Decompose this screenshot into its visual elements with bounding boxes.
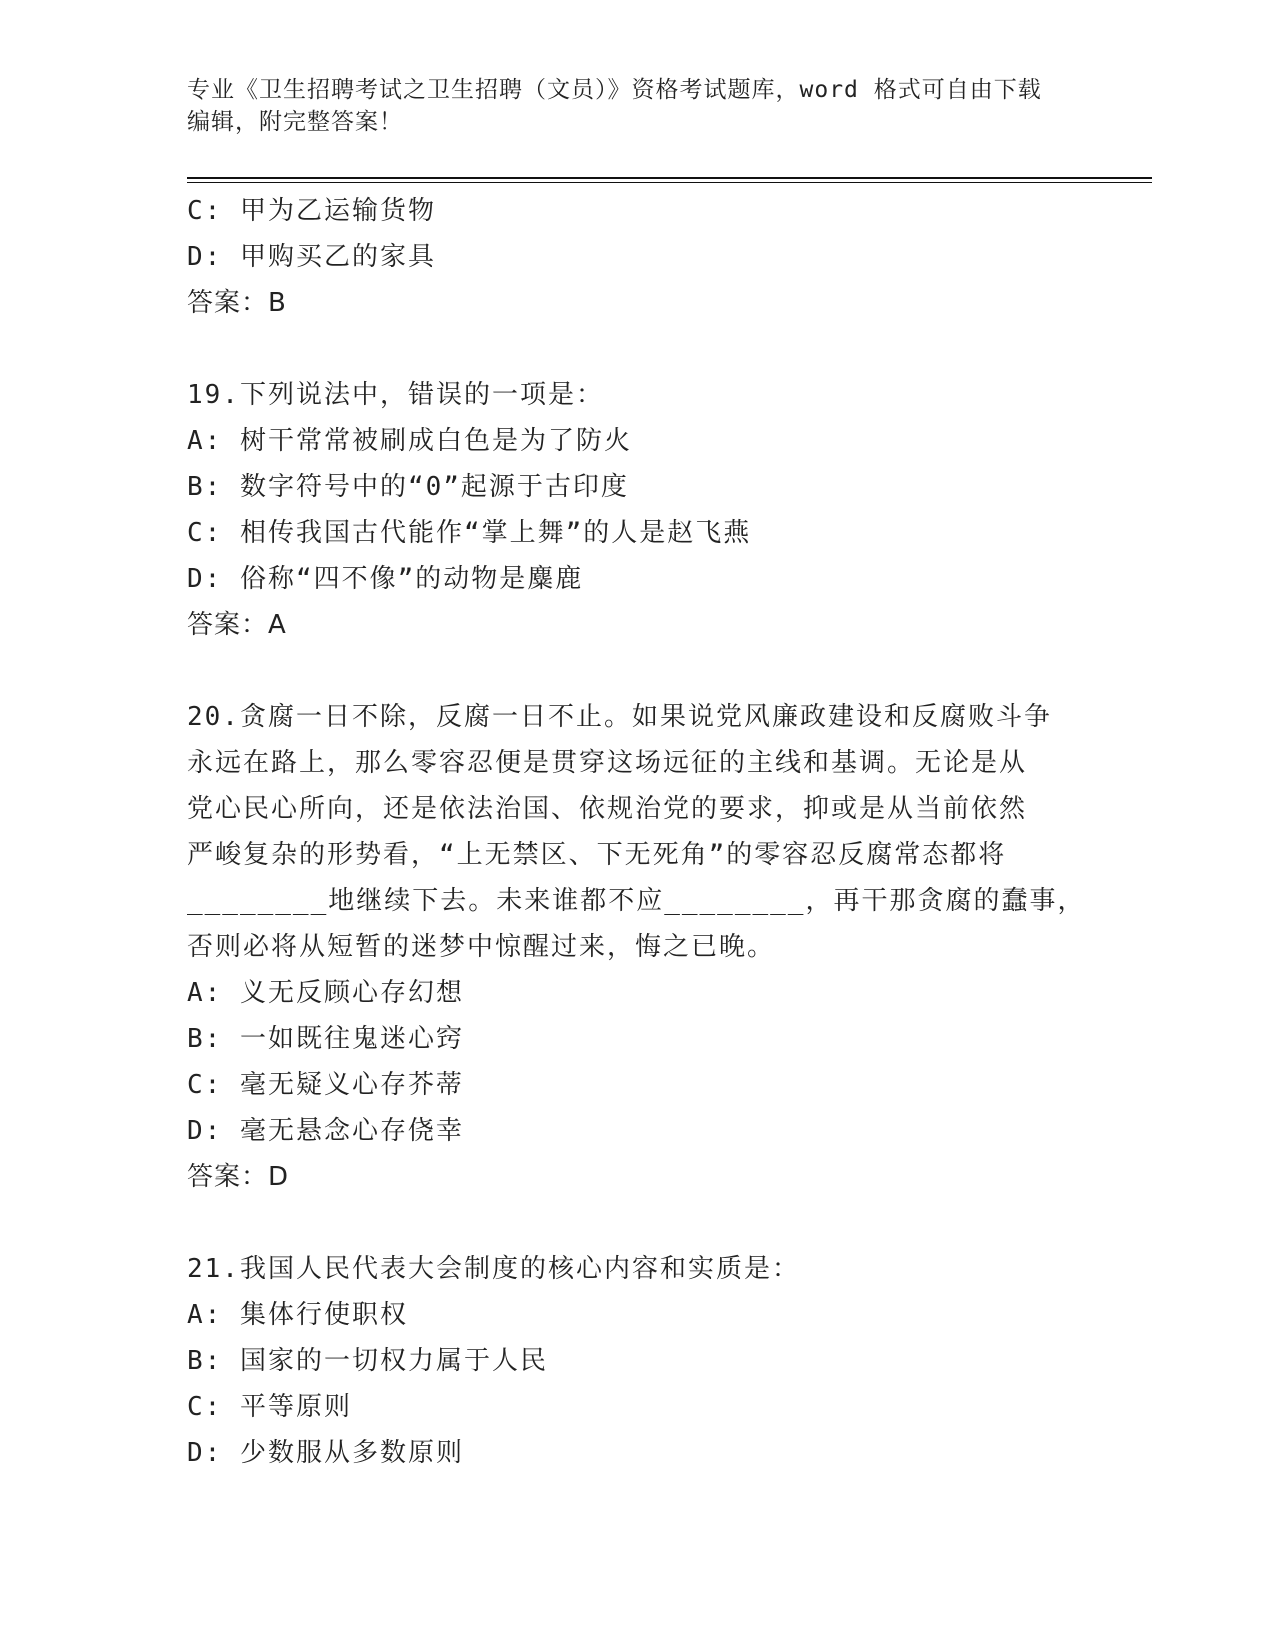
header-line-2: 编辑，附完整答案！ — [187, 109, 403, 135]
q18-option-d: D: 甲购买乙的家具 — [187, 242, 436, 272]
q20-stem-line-4: 严峻复杂的形势看，“上无禁区、下无死角”的零容忍反腐常态都将 — [187, 840, 1007, 870]
q20-option-c: C: 毫无疑义心存芥蒂 — [187, 1070, 464, 1100]
q20-stem-line-3: 党心民心所向，还是依法治国、依规治党的要求，抑或是从当前依然 — [187, 794, 1028, 824]
q19-answer: 答案：A — [187, 610, 287, 640]
q21-stem: 21.我国人民代表大会制度的核心内容和实质是： — [187, 1254, 800, 1284]
q20-stem-line-1: 20.贪腐一日不除，反腐一日不止。如果说党风廉政建设和反腐败斗争 — [187, 702, 1052, 732]
q19-option-b: B: 数字符号中的“0”起源于古印度 — [187, 472, 629, 502]
q20-stem-line-5: ________地继续下去。未来谁都不应________，再干那贪腐的蠢事， — [187, 886, 1086, 916]
q21-option-b: B: 国家的一切权力属于人民 — [187, 1346, 548, 1376]
q20-option-b: B: 一如既往鬼迷心窍 — [187, 1024, 464, 1054]
header-line-1: 专业《卫生招聘考试之卫生招聘（文员）》资格考试题库，word 格式可自由下载 — [187, 77, 1042, 103]
document-body — [187, 188, 1087, 1476]
q21-option-d: D: 少数服从多数原则 — [187, 1438, 464, 1468]
page-header — [187, 74, 1067, 138]
q20-answer: 答案：D — [187, 1162, 290, 1192]
header-rule-thick — [187, 177, 1152, 179]
q19-option-d: D: 俗称“四不像”的动物是麋鹿 — [187, 564, 584, 594]
spacer — [187, 326, 1087, 372]
q20-stem-line-6: 否则必将从短暂的迷梦中惊醒过来，悔之已晚。 — [187, 932, 776, 962]
header-rule-thin — [187, 182, 1152, 183]
spacer — [187, 1200, 1087, 1246]
q19-option-a: A: 树干常常被刷成白色是为了防火 — [187, 426, 632, 456]
q18-option-c: C: 甲为乙运输货物 — [187, 196, 436, 226]
q19-option-c: C: 相传我国古代能作“掌上舞”的人是赵飞燕 — [187, 518, 752, 548]
q21-option-a: A: 集体行使职权 — [187, 1300, 408, 1330]
q20-option-a: A: 义无反顾心存幻想 — [187, 978, 464, 1008]
q20-stem-line-2: 永远在路上，那么零容忍便是贯穿这场远征的主线和基调。无论是从 — [187, 748, 1028, 778]
q18-answer: 答案：B — [187, 288, 287, 318]
spacer — [187, 648, 1087, 694]
q21-option-c: C: 平等原则 — [187, 1392, 352, 1422]
q19-stem: 19.下列说法中，错误的一项是： — [187, 380, 604, 410]
q20-option-d: D: 毫无悬念心存侥幸 — [187, 1116, 464, 1146]
